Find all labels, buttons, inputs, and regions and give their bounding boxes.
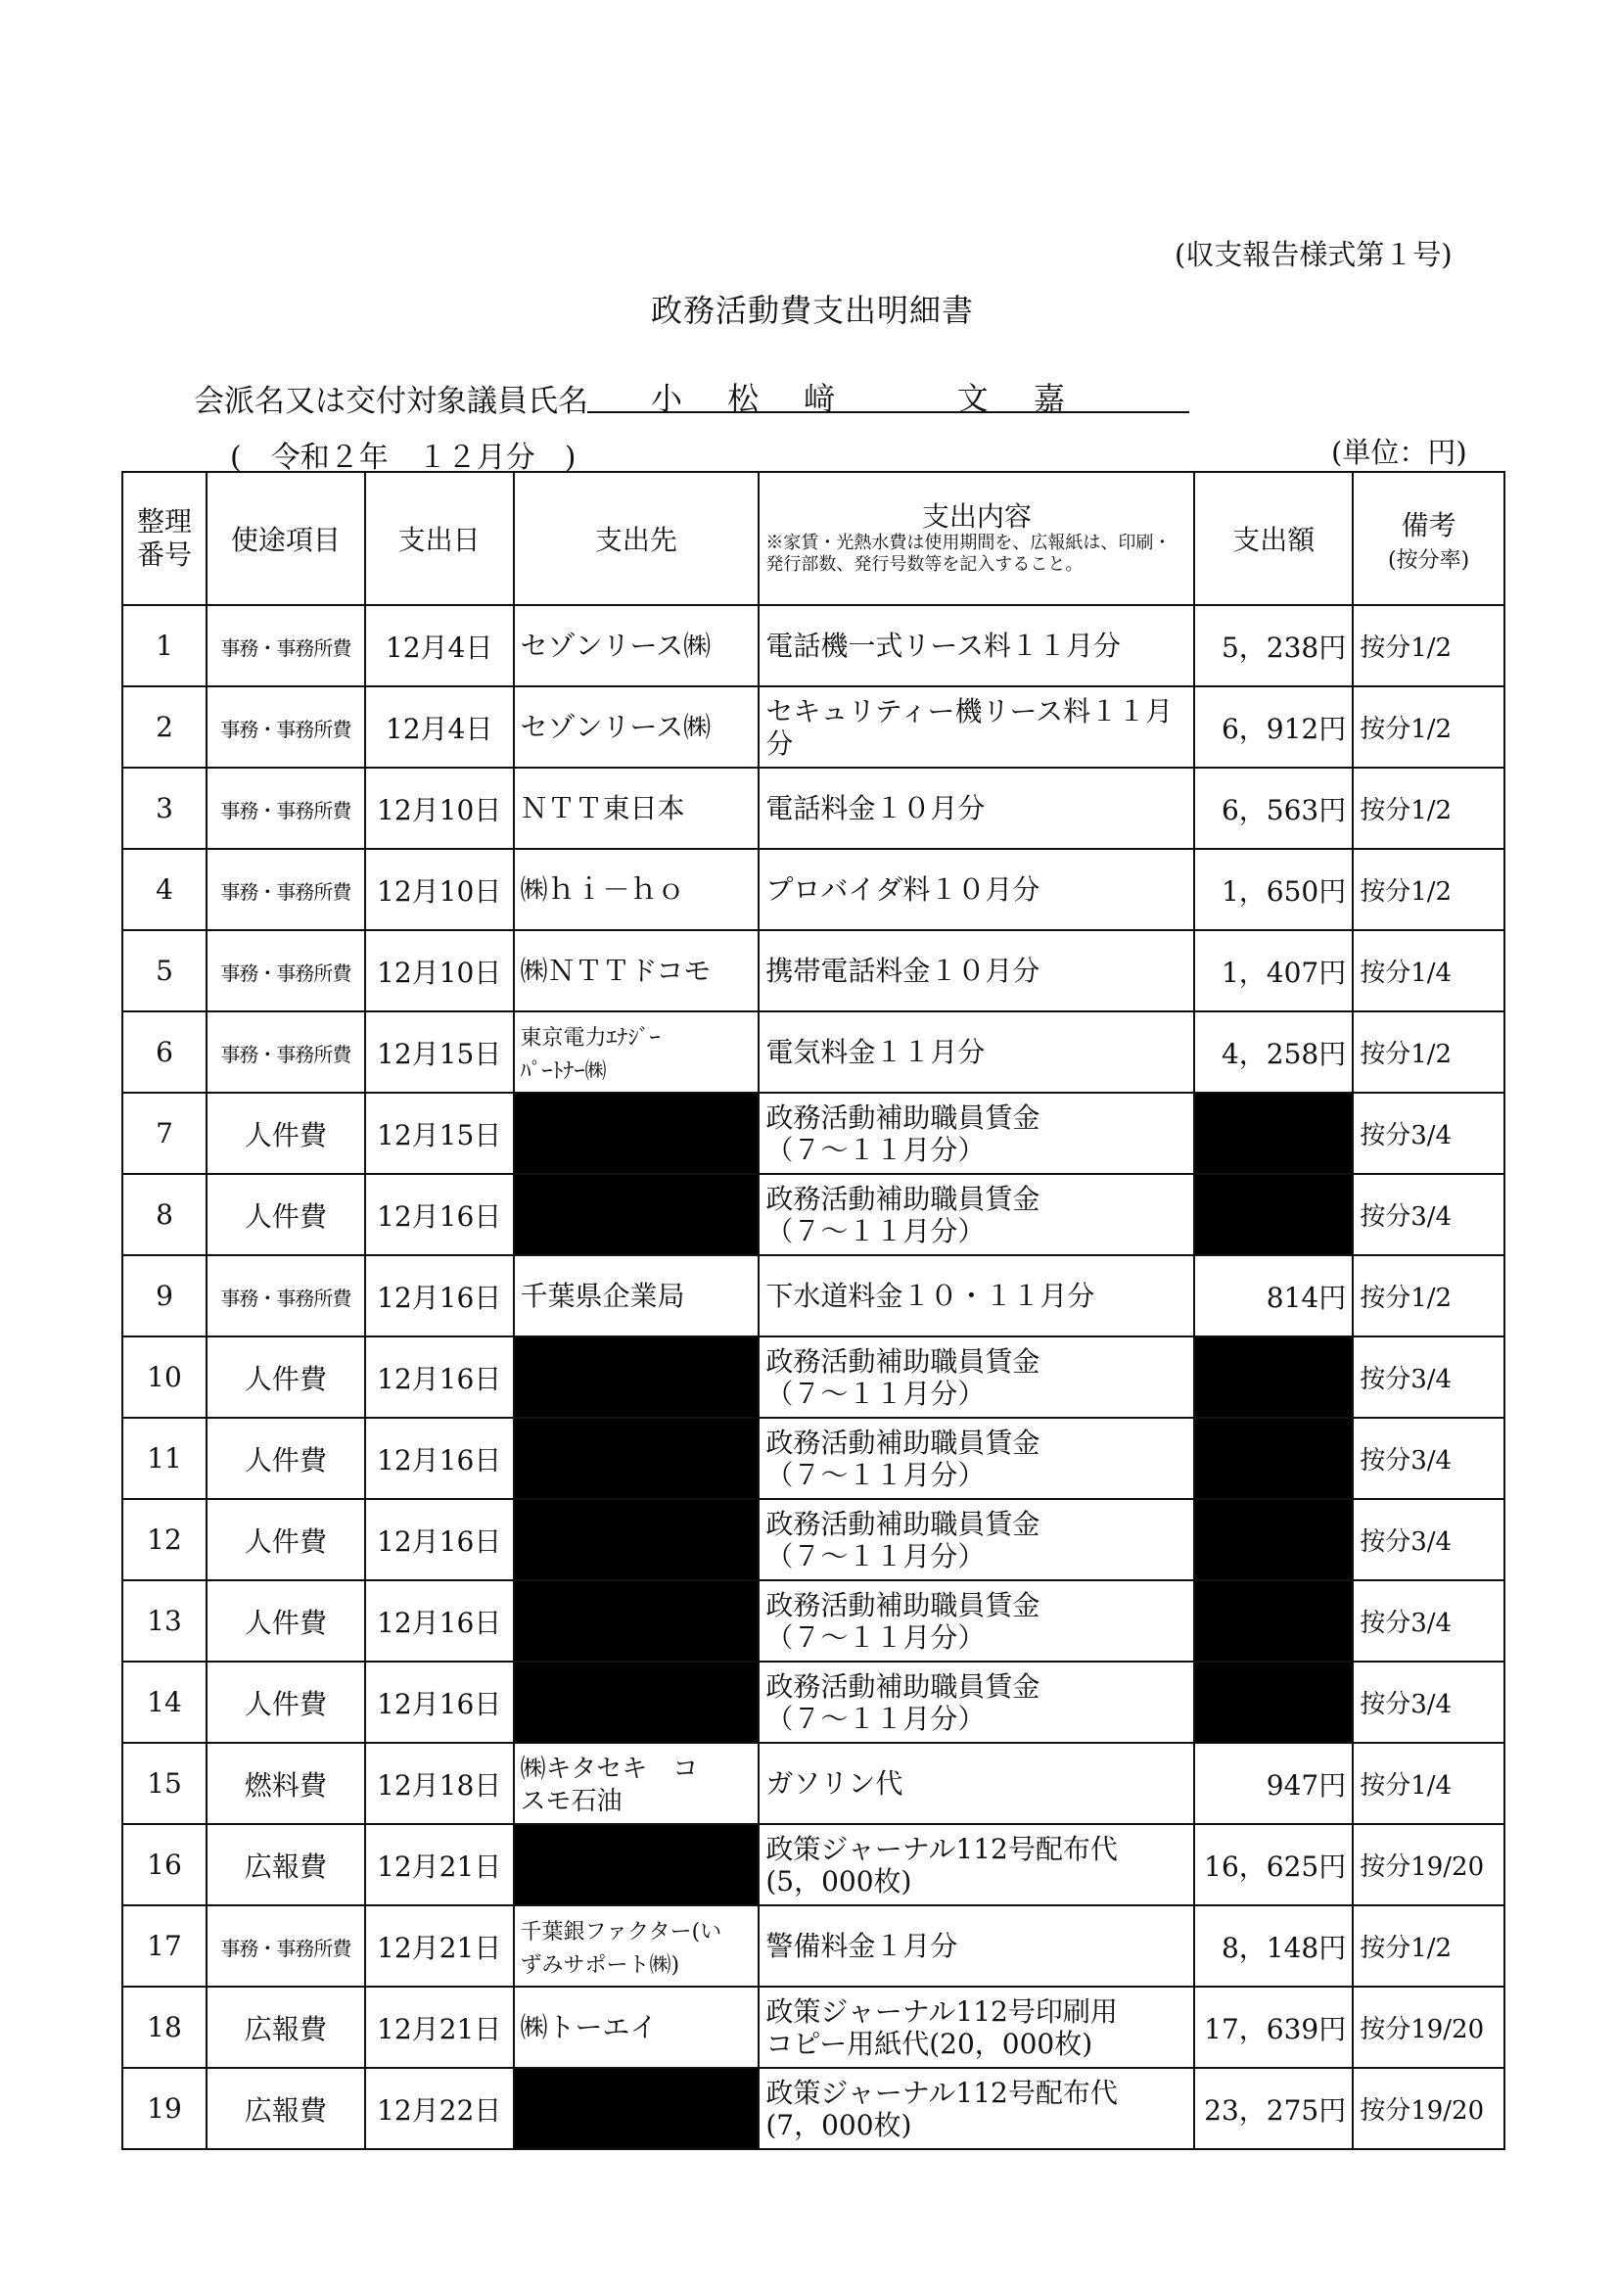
row-remarks [1353,1093,1504,1174]
row-amount [1194,1011,1353,1093]
row-date [365,1905,514,1987]
row-date-text: 12月21日 [377,2012,502,2045]
row-content-text: 携帯電話料金１０月分 [765,955,1040,987]
row-payee-redacted [514,1336,760,1418]
row-number-text: 16 [147,1849,182,1881]
row-category [207,1255,365,1336]
row-date-text: 12月16日 [377,1362,502,1395]
row-date [365,1580,514,1662]
row-content [759,1174,1194,1255]
row-payee [514,605,760,686]
row-number-text: 10 [147,1361,182,1393]
row-remarks [1353,1174,1504,1255]
row-remarks [1353,1418,1504,1499]
row-content-text: 政務活動補助職員賃金 （７～１１月分） [765,1426,1040,1491]
name-label: 会派名又は交付対象議員氏名 [194,384,588,419]
row-amount-redacted [1194,1418,1353,1499]
row-content [759,1662,1194,1743]
row-content-text: 政務活動補助職員賃金 （７～１１月分） [765,1507,1040,1572]
row-amount-redacted [1194,1174,1353,1255]
row-number-text: 15 [147,1767,182,1800]
row-amount-text: 6，912円 [1221,712,1347,745]
row-payee-text: ㈱ｈｉ－ｈｏ [520,873,685,906]
row-content [759,686,1194,768]
row-number [122,1905,207,1987]
row-number [122,2068,207,2149]
row-date-text: 12月4日 [385,631,493,664]
row-number [122,768,207,849]
table-row [122,1174,1504,1255]
row-date [365,1336,514,1418]
row-category [207,1905,365,1987]
row-number [122,1662,207,1743]
row-amount [1194,768,1353,849]
row-category [207,1336,365,1418]
row-category-text: 事務・事務所費 [220,961,351,985]
row-date-text: 12月18日 [377,1768,502,1802]
row-amount-redacted [1194,1580,1353,1662]
row-category-text: 広報費 [244,2093,327,2127]
row-number-text: 6 [156,1036,173,1068]
row-content [759,1905,1194,1987]
row-number [122,686,207,768]
row-date [365,849,514,930]
row-content [759,1336,1194,1418]
row-date-text: 12月16日 [377,1687,502,1720]
row-content-text: 政務活動補助職員賃金 （７～１１月分） [765,1344,1040,1410]
row-content-text: 政策ジャーナル112号配布代 (7，000枚) [765,2076,1118,2141]
row-date-text: 12月16日 [377,1524,502,1558]
header-remarks-title: 備考 [1401,508,1456,541]
header-remarks [1353,472,1504,605]
row-number [122,930,207,1011]
row-content-text: 電話料金１０月分 [765,792,986,824]
row-amount-redacted [1194,1336,1353,1418]
row-payee-redacted [514,1824,760,1905]
row-remarks [1353,768,1504,849]
row-content [759,1011,1194,1093]
row-category [207,2068,365,2149]
row-payee-text: ㈱キタセキ コ スモ石油 [520,1754,699,1816]
row-amount-text: 947円 [1266,1768,1347,1802]
row-category [207,1987,365,2068]
row-date-text: 12月10日 [377,793,502,826]
row-category-text: 事務・事務所費 [220,880,351,904]
table-row [122,1905,1504,1987]
row-content [759,2068,1194,2149]
row-amount [1194,1987,1353,2068]
row-payee-redacted [514,1662,760,1743]
header-content [759,472,1194,605]
row-payee-redacted [514,1174,760,1255]
row-amount [1194,1255,1353,1336]
row-remarks-text: 按分1/4 [1360,1771,1453,1801]
row-date [365,1255,514,1336]
row-content [759,1499,1194,1580]
row-number [122,1093,207,1174]
row-amount-text: 5，238円 [1221,631,1347,664]
row-payee [514,930,760,1011]
row-date-text: 12月15日 [377,1037,502,1070]
expense-table [121,471,1505,2150]
row-content-text: 警備料金１月分 [765,1930,958,1962]
row-remarks [1353,1011,1504,1093]
row-number [122,849,207,930]
row-date-text: 12月4日 [385,712,493,745]
row-payee-text: 東京電力ｴﾅｼﾞｰ ﾊﾟｰﾄﾅｰ㈱ [520,1025,661,1084]
row-payee [514,686,760,768]
period-label: ( 令和２年 １２月分 ) [230,441,577,475]
name-value: 小 松 﨑 文 嘉 [651,380,1083,417]
row-number [122,1255,207,1336]
row-remarks-text: 按分1/2 [1360,1934,1453,1963]
row-category [207,1174,365,1255]
row-content [759,1255,1194,1336]
row-date-text: 12月10日 [377,956,502,989]
header-remarks-sub: (按分率) [1388,547,1470,573]
row-category [207,930,365,1011]
row-payee-redacted [514,1580,760,1662]
row-remarks [1353,1336,1504,1418]
row-date-text: 12月21日 [377,1931,502,1964]
row-content [759,1824,1194,1905]
row-category-text: 人件費 [244,1524,327,1558]
row-content [759,849,1194,930]
row-payee-redacted [514,1093,760,1174]
row-category-text: 燃料費 [244,1768,327,1802]
row-payee-text: セゾンリース㈱ [520,630,712,662]
row-category [207,1662,365,1743]
row-amount [1194,1905,1353,1987]
row-amount [1194,686,1353,768]
row-amount-text: 1，407円 [1221,956,1347,989]
row-amount-redacted [1194,1499,1353,1580]
row-payee-text: 千葉県企業局 [520,1280,685,1312]
unit-label: (単位：円) [1331,436,1467,469]
row-payee [514,1987,760,2068]
row-amount-text: 16，625円 [1204,1850,1347,1883]
row-amount-text: 4，258円 [1221,1037,1347,1070]
row-date-text: 12月16日 [377,1281,502,1314]
row-remarks-text: 按分3/4 [1360,1365,1453,1394]
row-date [365,1987,514,2068]
row-category [207,849,365,930]
row-number [122,1174,207,1255]
row-date [365,1093,514,1174]
row-date [365,1743,514,1824]
row-payee [514,849,760,930]
row-payee [514,1011,760,1093]
row-number [122,1011,207,1093]
row-content [759,768,1194,849]
row-remarks-text: 按分3/4 [1360,1202,1453,1232]
row-date-text: 12月21日 [377,1850,502,1883]
row-amount [1194,605,1353,686]
row-payee [514,1905,760,1987]
row-remarks-text: 按分3/4 [1360,1446,1453,1476]
row-number [122,1418,207,1499]
row-remarks [1353,1743,1504,1824]
table-row [122,1499,1504,1580]
table-row [122,1093,1504,1174]
row-number [122,1743,207,1824]
row-number [122,1987,207,2068]
row-content-text: 政務活動補助職員賃金 （７～１１月分） [765,1182,1040,1247]
row-date-text: 12月22日 [377,2093,502,2127]
row-remarks [1353,1499,1504,1580]
row-payee-redacted [514,1499,760,1580]
table-row [122,1011,1504,1093]
row-remarks [1353,2068,1504,2149]
row-remarks-text: 按分19/20 [1360,2015,1485,2044]
row-date [365,1662,514,1743]
row-number-text: 13 [147,1605,182,1637]
row-remarks-text: 按分1/2 [1360,715,1453,744]
row-amount-text: 17，639円 [1204,2012,1347,2045]
form-number: (収支報告様式第１号) [1175,238,1453,271]
table-row [122,768,1504,849]
table-row [122,1336,1504,1418]
row-category-text: 人件費 [244,1606,327,1639]
row-payee-redacted [514,1418,760,1499]
row-amount [1194,849,1353,930]
row-remarks [1353,1824,1504,1905]
row-remarks [1353,930,1504,1011]
header-content-title: 支出内容 [921,500,1032,533]
row-category-text: 事務・事務所費 [220,799,351,822]
row-category-text: 広報費 [244,2012,327,2045]
table-row [122,1824,1504,1905]
row-category-text: 事務・事務所費 [220,718,351,741]
row-date-text: 12月16日 [377,1199,502,1233]
header-row [122,472,1504,605]
row-remarks-text: 按分1/2 [1360,877,1453,907]
row-category-text: 人件費 [244,1687,327,1720]
row-remarks [1353,686,1504,768]
row-category [207,605,365,686]
row-content-text: 政務活動補助職員賃金 （７～１１月分） [765,1669,1040,1735]
row-amount [1194,2068,1353,2149]
row-remarks-text: 按分1/2 [1360,633,1453,663]
row-payee [514,768,760,849]
table-row [122,1662,1504,1743]
row-category-text: 事務・事務所費 [220,1043,351,1066]
row-number-text: 1 [156,630,173,662]
table-row [122,930,1504,1011]
row-amount-text: 8，148円 [1221,1931,1347,1964]
row-content-text: 政務活動補助職員賃金 （７～１１月分） [765,1101,1040,1166]
row-payee-text: ㈱ＮＴＴドコモ [520,955,712,987]
row-date-text: 12月10日 [377,874,502,908]
row-amount [1194,1743,1353,1824]
row-number [122,605,207,686]
row-remarks-text: 按分19/20 [1360,2096,1485,2126]
row-category [207,1093,365,1174]
row-content-text: セキュリティー機リース料１１月 分 [765,694,1174,760]
row-number-text: 7 [156,1117,173,1149]
row-date-text: 12月15日 [377,1118,502,1151]
row-amount-redacted [1194,1662,1353,1743]
row-date [365,1499,514,1580]
header-category: 使途項目 [207,472,365,605]
row-date [365,930,514,1011]
row-category-text: 広報費 [244,1850,327,1883]
row-number [122,1499,207,1580]
row-category-text: 人件費 [244,1118,327,1151]
row-date [365,1824,514,1905]
row-number-text: 5 [156,955,173,987]
row-number-text: 17 [147,1930,182,1962]
row-content-text: 政務活動補助職員賃金 （７～１１月分） [765,1588,1040,1654]
row-payee-text: セゾンリース㈱ [520,711,712,743]
row-content-text: 電気料金１１月分 [765,1036,986,1068]
row-remarks [1353,1905,1504,1987]
row-content [759,605,1194,686]
header-content-note: ※家賃・光熱水費は使用期間を、広報紙は、印刷・発行部数、発行号数等を記入すること。 [765,533,1172,575]
table-row [122,686,1504,768]
table-row [122,1743,1504,1824]
row-amount-text: 814円 [1266,1281,1347,1314]
row-remarks-text: 按分1/2 [1360,1284,1453,1313]
row-number-text: 12 [147,1523,182,1556]
row-amount-redacted [1194,1093,1353,1174]
row-date-text: 12月16日 [377,1606,502,1639]
row-date [365,1174,514,1255]
row-content [759,1743,1194,1824]
row-remarks-text: 按分3/4 [1360,1121,1453,1150]
row-content-text: プロバイダ料１０月分 [765,873,1040,906]
table-row [122,1255,1504,1336]
row-remarks-text: 按分3/4 [1360,1609,1453,1638]
header-payee: 支出先 [514,472,760,605]
row-number-text: 18 [147,2011,182,2043]
row-remarks-text: 按分3/4 [1360,1527,1453,1557]
header-no: 整理 番号 [122,472,207,605]
row-category-text: 人件費 [244,1362,327,1395]
row-date [365,768,514,849]
row-number-text: 3 [156,792,173,824]
row-remarks-text: 按分1/4 [1360,959,1453,988]
header-date: 支出日 [365,472,514,605]
row-remarks-text: 按分1/2 [1360,796,1453,825]
row-category [207,1418,365,1499]
row-number-text: 4 [156,873,173,906]
row-number-text: 2 [156,711,173,743]
row-payee [514,1255,760,1336]
row-number-text: 11 [147,1442,182,1475]
row-category [207,1580,365,1662]
row-category [207,686,365,768]
table-row [122,1987,1504,2068]
row-amount [1194,930,1353,1011]
row-date [365,1011,514,1093]
row-category [207,1743,365,1824]
row-remarks [1353,849,1504,930]
row-content-text: ガソリン代 [765,1767,903,1800]
row-date [365,1418,514,1499]
row-date [365,2068,514,2149]
row-remarks-text: 按分1/2 [1360,1040,1453,1069]
row-remarks-text: 按分3/4 [1360,1690,1453,1719]
row-category [207,768,365,849]
row-payee [514,1743,760,1824]
row-payee-text: ＮＴＴ東日本 [520,792,685,824]
table-row [122,1418,1504,1499]
row-amount [1194,1824,1353,1905]
row-number-text: 9 [156,1280,173,1312]
row-date [365,605,514,686]
row-content [759,1093,1194,1174]
table-row [122,605,1504,686]
row-number [122,1336,207,1418]
row-category-text: 事務・事務所費 [220,1287,351,1310]
row-payee-text: ㈱トーエイ [520,2011,658,2043]
row-payee-text: 千葉銀ファクター(い ずみサポート㈱) [520,1919,722,1978]
row-content-text: 政策ジャーナル112号配布代 (5，000枚) [765,1832,1118,1898]
row-content-text: 政策ジャーナル112号印刷用 コピー用紙代(20，000枚) [765,1994,1118,2060]
row-amount-text: 6，563円 [1221,793,1347,826]
table-row [122,1580,1504,1662]
row-remarks [1353,1255,1504,1336]
table-row [122,849,1504,930]
row-number [122,1580,207,1662]
row-category [207,1011,365,1093]
row-category-text: 事務・事務所費 [220,636,351,660]
row-content-text: 下水道料金１０・１１月分 [765,1280,1095,1312]
row-content [759,1418,1194,1499]
row-date-text: 12月16日 [377,1443,502,1476]
row-amount-text: 1，650円 [1221,874,1347,908]
row-number-text: 8 [156,1198,173,1231]
row-date [365,686,514,768]
row-content [759,1580,1194,1662]
row-number-text: 14 [147,1686,182,1718]
row-category-text: 人件費 [244,1199,327,1233]
row-category-text: 人件費 [244,1443,327,1476]
row-category [207,1824,365,1905]
row-content [759,1987,1194,2068]
row-category-text: 事務・事務所費 [220,1937,351,1960]
table-row [122,2068,1504,2149]
document-title: 政務活動費支出明細書 [651,292,975,329]
row-remarks-text: 按分19/20 [1360,1852,1485,1882]
row-remarks [1353,1662,1504,1743]
row-number [122,1824,207,1905]
row-amount-text: 23，275円 [1204,2093,1347,2127]
row-payee-redacted [514,2068,760,2149]
row-content-text: 電話機一式リース料１１月分 [765,630,1121,662]
header-amount: 支出額 [1194,472,1353,605]
row-content [759,930,1194,1011]
row-category [207,1499,365,1580]
row-remarks [1353,605,1504,686]
table-body [122,605,1504,2149]
row-number-text: 19 [147,2092,182,2125]
row-remarks [1353,1987,1504,2068]
row-remarks [1353,1580,1504,1662]
